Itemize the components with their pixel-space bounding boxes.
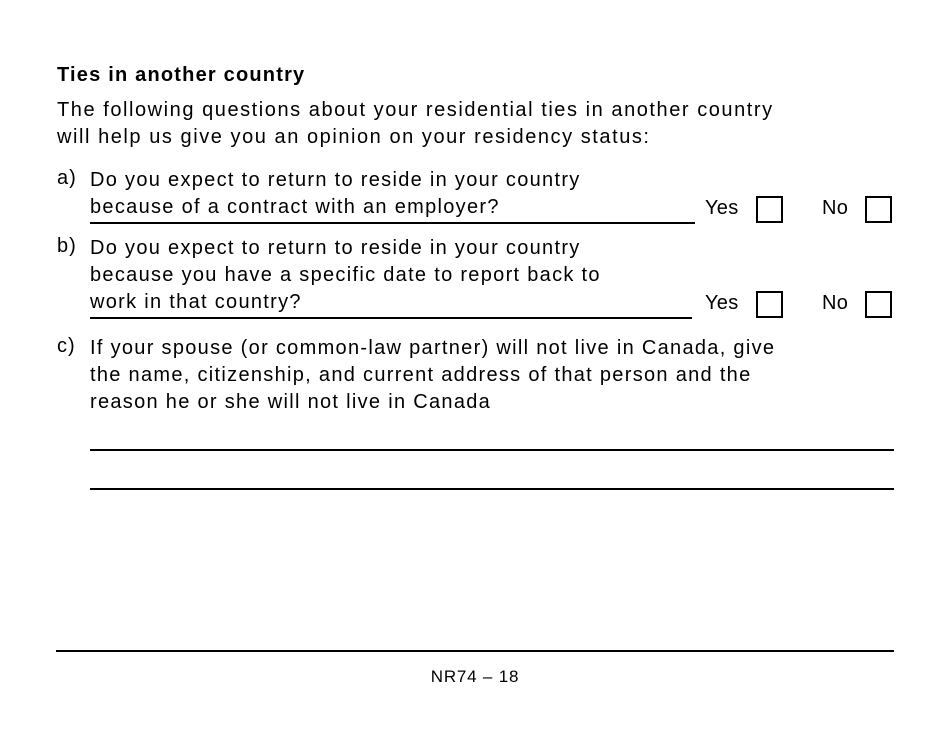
question-b-line: Do you expect to return to reside in your country: [90, 237, 581, 259]
footer-page-number: NR74 – 18: [430, 667, 520, 686]
question-b-yes-checkbox[interactable]: [756, 291, 783, 318]
question-b-line: work in that country?: [90, 291, 302, 313]
question-a-letter: a): [57, 167, 77, 189]
question-b-letter: b): [57, 235, 77, 257]
question-b-line: because you have a specific date to report back to: [90, 264, 601, 286]
question-a-text: [90, 167, 581, 221]
question-c-answer-line-2[interactable]: [90, 488, 894, 490]
footer-divider: [56, 650, 894, 652]
question-b-yes-label: Yes: [705, 292, 739, 314]
intro-line: will help us give you an opinion on your residency status:: [57, 126, 651, 148]
question-a-yes-label: Yes: [705, 197, 739, 219]
question-b-no-label: No: [822, 292, 849, 314]
question-c-letter: c): [57, 335, 76, 357]
question-a-no-label: No: [822, 197, 849, 219]
question-a-line: because of a contract with an employer?: [90, 196, 500, 218]
question-c-line: If your spouse (or common-law partner) will not live in Canada, give: [90, 337, 776, 359]
section-heading: Ties in another country: [57, 64, 306, 86]
question-b-text: [90, 235, 601, 316]
question-c-text: [90, 335, 775, 416]
question-a-underline: [90, 222, 695, 224]
intro-line: The following questions about your residential ties in another country: [57, 99, 774, 121]
question-c-line: the name, citizenship, and current address of that person and the: [90, 364, 752, 386]
question-c-answer-line-1[interactable]: [90, 449, 894, 451]
question-a-yes-checkbox[interactable]: [756, 196, 783, 223]
question-a-line: Do you expect to return to reside in your country: [90, 169, 581, 191]
question-c-line: reason he or she will not live in Canada: [90, 391, 492, 413]
section-intro: [57, 97, 917, 151]
question-b-no-checkbox[interactable]: [865, 291, 892, 318]
question-b-underline: [90, 317, 692, 319]
question-a-no-checkbox[interactable]: [865, 196, 892, 223]
